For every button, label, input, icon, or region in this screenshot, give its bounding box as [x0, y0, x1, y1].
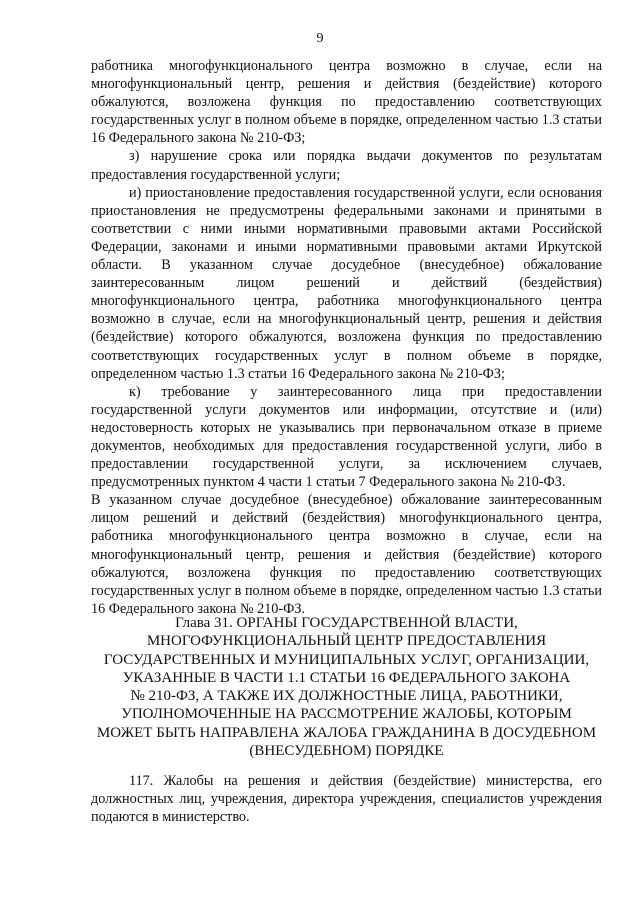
paragraph-117: 117. Жалобы на решения и действия (бездействие) министерства, его должностных лиц, учреждения, директора учреждения, специалистов учреждения подаются в министерство.: [91, 773, 602, 826]
document-body: [91, 57, 602, 618]
chapter-heading-line: УПОЛНОМОЧЕННЫЕ НА РАССМОТРЕНИЕ ЖАЛОБЫ, КОТОРЫМ: [121, 706, 572, 723]
chapter-heading-line: ГОСУДАРСТВЕННЫХ И МУНИЦИПАЛЬНЫХ УСЛУГ, ОРГАНИЗАЦИИ,: [103, 651, 590, 668]
chapter-heading: [91, 614, 602, 760]
chapter-heading-line: Глава 31. ОРГАНЫ ГОСУДАРСТВЕННОЙ ВЛАСТИ,: [175, 615, 518, 631]
page-number: 9: [316, 31, 324, 46]
paragraph-continuation: работника многофункционального центра возможно в случае, если на многофункциональный центр, решения и действия (бездействие) которого обжалуются, возложена функция по предоставлению соответствующих государственных услуг в полном объеме в порядке, определенном частью 1.3 статьи 16 Федерального закона № 210-ФЗ;: [91, 58, 602, 147]
chapter-heading-line: (ВНЕСУДЕБНОМ) ПОРЯДКЕ: [249, 743, 444, 760]
paragraph-item-z: з) нарушение срока или порядка выдачи документов по результатам предоставления государственной услуги;: [91, 148, 602, 183]
chapter-heading-line: УКАЗАННЫЕ В ЧАСТИ 1.1 СТАТЬИ 16 ФЕДЕРАЛЬНОГО ЗАКОНА: [122, 669, 571, 686]
paragraph-item-k-note: В указанном случае досудебное (внесудебное) обжалование заинтересованным лицом решений и действий (бездействия) многофункционального центра, работника многофункционального центра возможно в случае, если на многофункциональный центр, решения и действия (бездействие) которого обжалуются, возложена функция по предоставлению соответствующих государственных услуг в полном объеме в порядке, определенном частью 1.3 статьи 16 Федерального закона № 210-ФЗ.: [91, 492, 602, 617]
chapter-heading-line: № 210-ФЗ, А ТАКЖЕ ИХ ДОЛЖНОСТНЫЕ ЛИЦА, РАБОТНИКИ,: [130, 688, 563, 705]
chapter-heading-line: МНОГОФУНКЦИОНАЛЬНЫЙ ЦЕНТР ПРЕДОСТАВЛЕНИЯ: [146, 633, 547, 650]
paragraph-item-i: и) приостановление предоставления государственной услуги, если основания приостановления не предусмотрены федеральными законами и принятыми в соответствии с ними иными нормативными правовыми актами Российской Федерации, законами и иными нормативными правовыми актами Иркутской области. В указанном случае досудебное (внесудебное) обжалование заинтересованным лицом решений и действий (бездействия) многофункционального центра, работника многофункционального центра возможно в случае, если на многофункциональный центр, решения и действия (бездействие) которого обжалуются, возложена функция по предоставлению соответствующих государственных услуг в полном объеме в порядке, определенном частью 1.3 статьи 16 Федерального закона № 210-ФЗ;: [91, 184, 602, 382]
chapter-heading-line: МОЖЕТ БЫТЬ НАПРАВЛЕНА ЖАЛОБА ГРАЖДАНИНА В ДОСУДЕБНОМ: [96, 724, 597, 741]
paragraph-item-k: к) требование у заинтересованного лица при предоставлении государственной услуги документов или информации, отсутствие и (или) недостоверность которых не указывались при первоначальном отказе в приеме документов, необходимых для предоставления государственной услуги, либо в предоставлении государственной услуги, за исключением случаев, предусмотренных пунктом 4 части 1 статьи 7 Федерального закона № 210-ФЗ.: [91, 383, 602, 491]
